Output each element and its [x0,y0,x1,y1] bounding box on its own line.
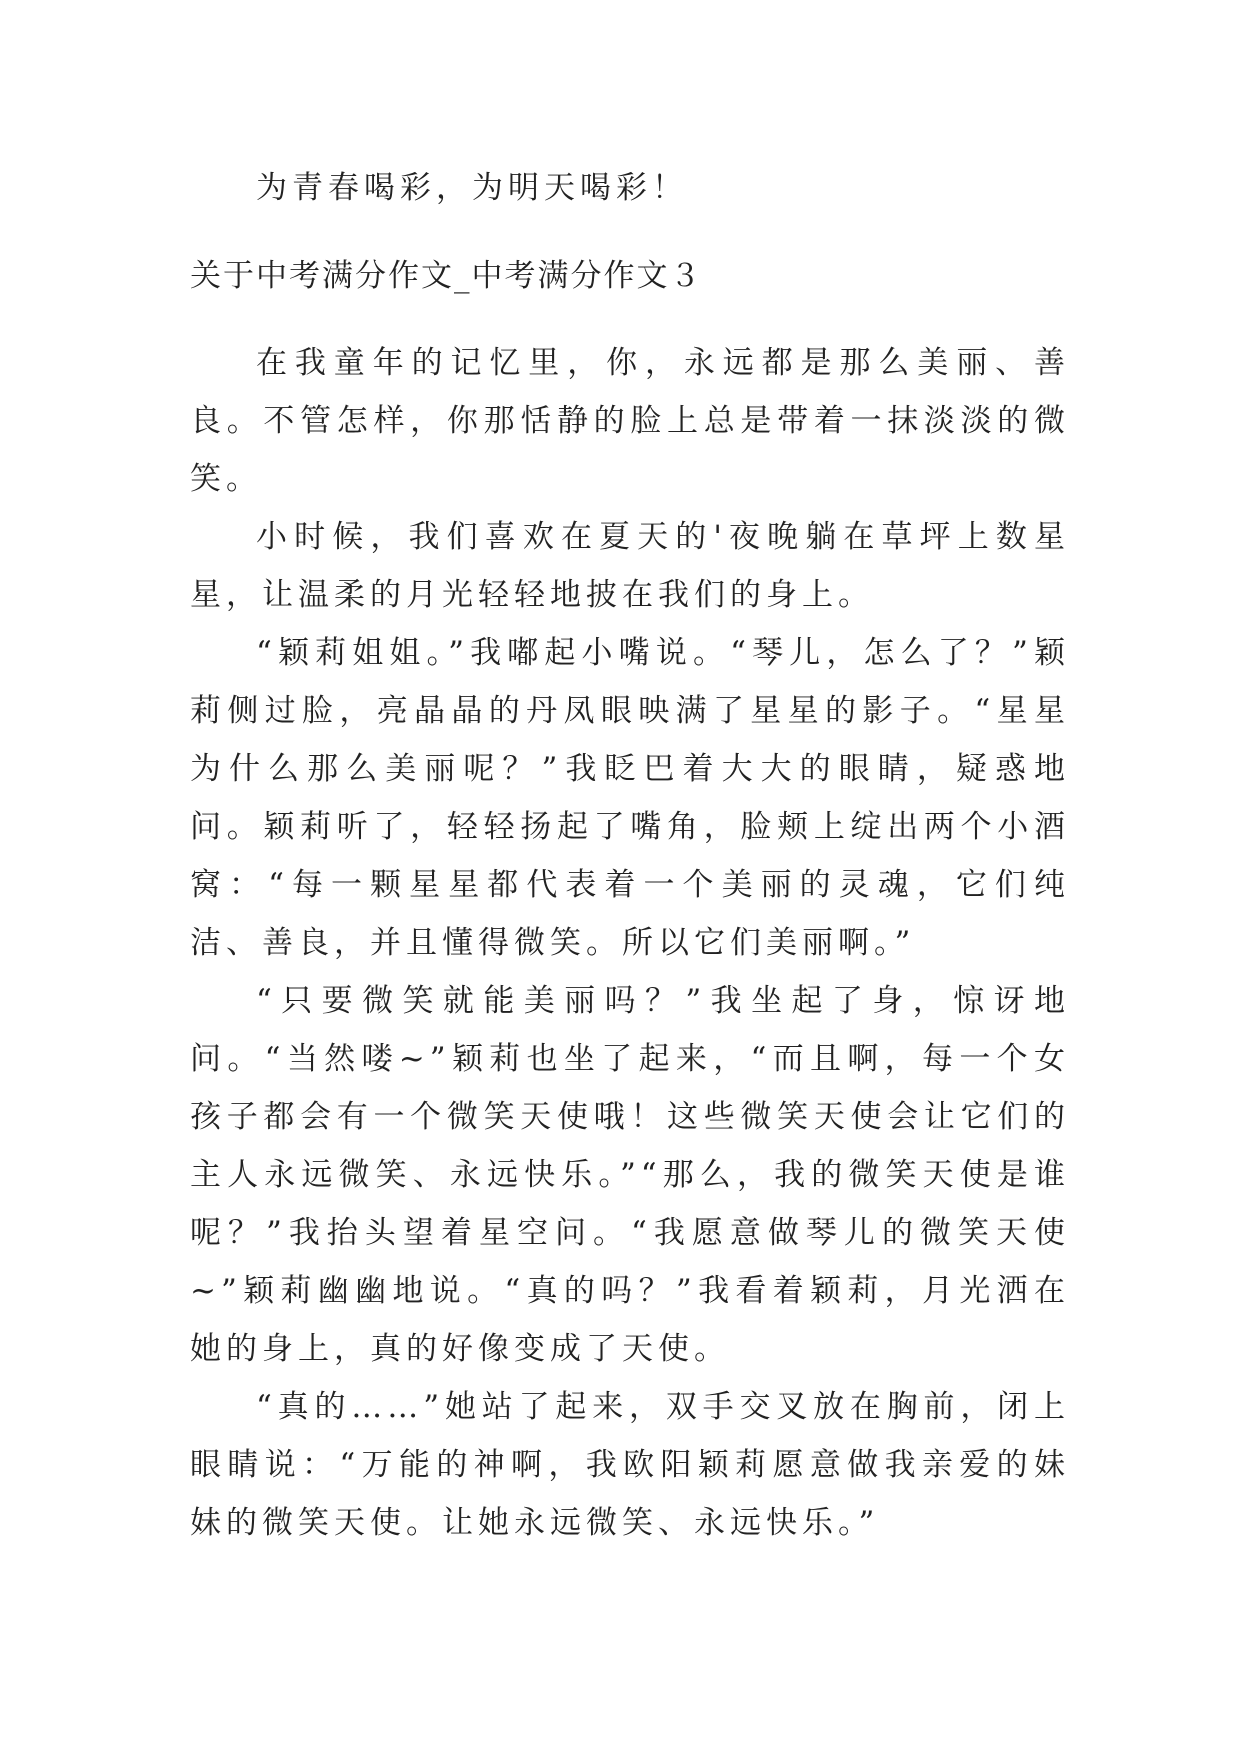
paragraph-1: 在我童年的记忆里，你，永远都是那么美丽、善良。不管怎样，你那恬静的脸上总是带着一抹淡淡的微笑。 [190,345,1070,497]
paragraph-4: “只要微笑就能美丽吗？”我坐起了身，惊讶地问。“当然喽~”颖莉也坐了起来，“而且啊，每一个女孩子都会有一个微笑天使哦！这些微笑天使会让它们的主人永远微笑、永远快乐。”“那么，我的微笑天使是谁呢？”我抬头望着星空问。“我愿意做琴儿的微笑天使~”颖莉幽幽地说。“真的吗？”我看着颖莉，月光洒在她的身上，真的好像变成了天使。 [190,983,1070,1367]
paragraph-3: “颖莉姐姐。”我嘟起小嘴说。“琴儿，怎么了？”颖莉侧过脸，亮晶晶的丹凤眼映满了星星的影子。“星星为什么那么美丽呢？”我眨巴着大大的眼睛，疑惑地问。颖莉听了，轻轻扬起了嘴角，脸颊上绽出两个小酒窝：“每一颗星星都代表着一个美丽的灵魂，它们纯洁、善良，并且懂得微笑。所以它们美丽啊。” [190,635,1070,961]
essay-title: 关于中考满分作文_中考满分作文３ [190,258,703,294]
essay-body [190,334,1070,1552]
closing-text [190,159,1070,217]
paragraph-5: “真的……”她站了起来，双手交叉放在胸前，闭上眼睛说：“万能的神啊，我欧阳颖莉愿意做我亲爱的妹妹的微笑天使。让她永远微笑、永远快乐。” [190,1389,1070,1541]
paragraph-2: 小时候，我们喜欢在夏天的'夜晚躺在草坪上数星星，让温柔的月光轻轻地披在我们的身上。 [190,519,1070,613]
closing-paragraph: 为青春喝彩，为明天喝彩！ [256,170,688,206]
